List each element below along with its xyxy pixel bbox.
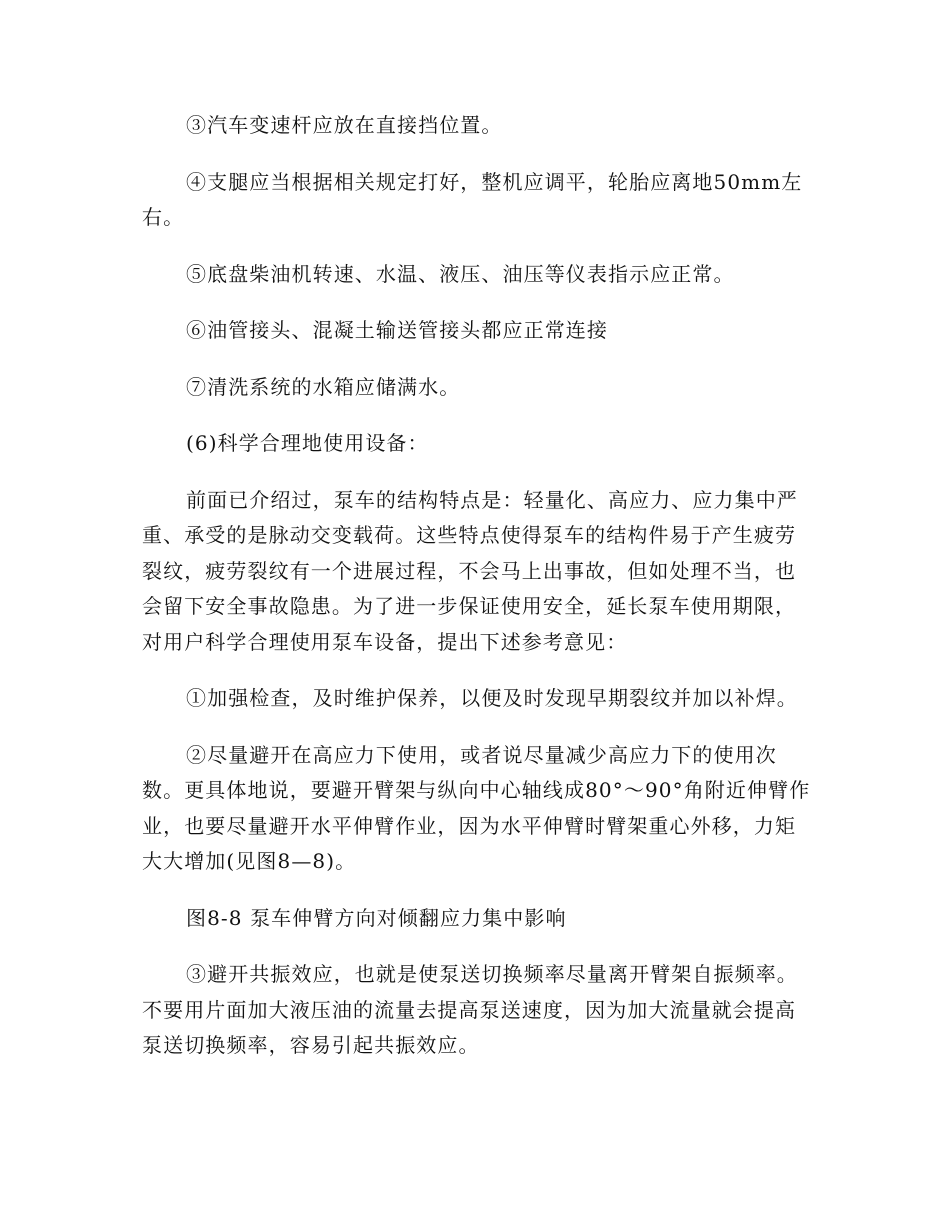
paragraph-instruments: ⑤底盘柴油机转速、水温、液压、油压等仪表指示应正常。 [186,261,735,286]
paragraph-high-stress: ②尽量避开在高应力下使用，或者说尽量减少高应力下的使用次数。更具体地说，要避开臂架与纵向中心轴线成80°～90°角附近伸臂作业，也要尽量避开水平伸臂作业，因为水平伸臂时臂架重心外移，力矩大大增加(见图8—8)。 [142,742,811,873]
document-body [142,108,812,1085]
paragraph-resonance: ③避开共振效应，也就是使泵送切换频率尽量离开臂架自振频率。不要用片面加大液压油的流量去提高泵送速度，因为加大流量就会提高泵送切换频率，容易引起共振效应。 [142,962,798,1057]
paragraph-pipe-joints: ⑥油管接头、混凝土输送管接头都应正常连接 [186,318,608,342]
figure-caption: 图8-8 泵车伸臂方向对倾翻应力集中影响 [186,905,567,930]
paragraph-structure-features: 前面已介绍过，泵车的结构特点是：轻量化、高应力、应力集中严重、承受的是脉动交变载荷。这些特点使得泵车的结构件易于产生疲劳裂纹，疲劳裂纹有一个进展过程，不会马上出事故，但如处理不当，也会留下安全事故隐患。为了进一步保证使用安全，延长泵车使用期限，对用户科学合理使用泵车设备，提出下述参考意见： [142,487,798,654]
paragraph-outriggers: ④支腿应当根据相关规定打好，整机应调平，轮胎应离地50mm左右。 [142,169,803,229]
paragraph-water-tank: ⑦清洗系统的水箱应储满水。 [186,374,461,399]
paragraph-inspection: ①加强检查，及时维护保养，以便及时发现早期裂纹并加以补焊。 [186,686,798,710]
paragraph-gear-lever: ③汽车变速杆应放在直接挡位置。 [186,113,503,137]
section-heading-equipment-use: (6)科学合理地使用设备： [186,431,429,455]
